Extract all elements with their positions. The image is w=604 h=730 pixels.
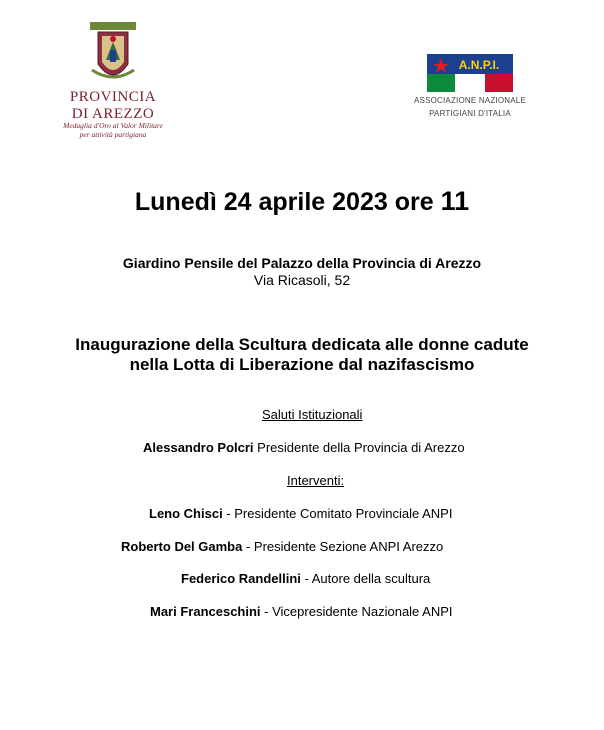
event-date (0, 186, 604, 217)
event-title (0, 335, 604, 375)
talks-heading: Interventi: (287, 473, 345, 488)
event-title-line2: nella Lotta di Liberazione dal nazifascismo (129, 355, 475, 374)
provincia-coat-of-arms-icon (88, 20, 138, 88)
event-address: Via Ricasoli, 52 (253, 272, 351, 288)
speaker-row (121, 539, 443, 554)
speaker-name: Federico Randellini (181, 571, 301, 586)
speaker-role: - Autore della scultura (300, 571, 431, 586)
event-venue: Giardino Pensile del Palazzo della Provincia di Arezzo (122, 255, 482, 271)
anpi-acronym: A.N.P.I. (458, 58, 500, 72)
anpi-logo (404, 54, 536, 118)
anpi-name-line2: PARTIGIANI D'ITALIA (429, 109, 511, 118)
provincia-medal-text-line2: per attività partigiana (79, 129, 147, 139)
speaker-role: - Presidente Comitato Provinciale ANPI (222, 506, 453, 521)
speaker-name: Leno Chisci (149, 506, 223, 521)
provincia-medal-text: Medaglia d'Oro al Valor Militare (63, 121, 163, 130)
greetings-heading: Saluti Istituzionali (262, 407, 363, 422)
anpi-flag-icon (427, 54, 513, 92)
provincia-name-line2: DI AREZZO (71, 106, 155, 122)
speaker-role: Presidente della Provincia di Arezzo (253, 440, 465, 455)
anpi-name-line1: ASSOCIAZIONE NAZIONALE (414, 96, 526, 105)
speaker-row (150, 604, 453, 619)
provincia-name: PROVINCIA (69, 89, 157, 105)
speaker-row (149, 506, 452, 521)
speaker-row (181, 571, 430, 586)
provincia-logo (58, 20, 168, 139)
speaker-name: Roberto Del Gamba (121, 539, 243, 554)
speaker-name: Mari Franceschini (150, 604, 261, 619)
speaker-name: Alessandro Polcri (143, 440, 254, 455)
speaker-role: - Vicepresidente Nazionale ANPI (260, 604, 453, 619)
event-date-text: Lunedì 24 aprile 2023 ore (134, 188, 434, 216)
speaker-role: - Presidente Sezione ANPI Arezzo (242, 539, 444, 554)
event-hour: 11 (440, 186, 470, 216)
event-title-line1: Inaugurazione della Scultura dedicata alle donne cadute (75, 335, 529, 354)
speaker-row (143, 440, 465, 455)
